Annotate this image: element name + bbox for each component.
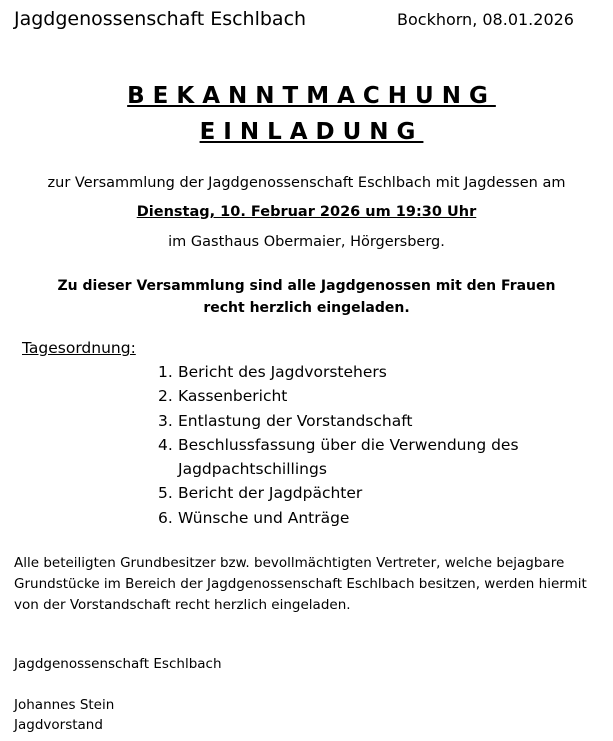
invitation-message-line1: Zu dieser Versammlung sind alle Jagdgenossen mit den Frauen bbox=[57, 278, 556, 294]
agenda-item-number: 4. bbox=[158, 435, 173, 454]
header-organization: Jagdgenossenschaft Eschlbach bbox=[14, 8, 307, 30]
agenda-item-text: Bericht des Jagdvorstehers bbox=[178, 363, 387, 381]
title-bekanntmachung: BEKANNTMACHUNG bbox=[127, 83, 496, 109]
agenda-item-number: 5. bbox=[158, 484, 173, 503]
agenda-item-number: 3. bbox=[158, 411, 173, 430]
agenda-item-text: Kassenbericht bbox=[178, 387, 288, 406]
signature-role: Jagdvorstand bbox=[14, 717, 103, 733]
agenda-item-text: Beschlussfassung über die Verwendung des Jagdpachtschillings bbox=[178, 435, 519, 479]
agenda-item bbox=[158, 384, 538, 408]
agenda-heading: Tagesordnung: bbox=[22, 339, 136, 357]
title-einladung: EINLADUNG bbox=[199, 119, 424, 145]
header-place-date: Bockhorn, 08.01.2026 bbox=[397, 10, 574, 29]
invitation-message-line2: recht herzlich eingeladen. bbox=[203, 300, 410, 316]
signature-name: Johannes Stein bbox=[14, 697, 115, 713]
agenda-item-number: 2. bbox=[158, 387, 173, 406]
agenda-item-text: Wünsche und Anträge bbox=[178, 508, 350, 527]
invitation-datetime: Dienstag, 10. Februar 2026 um 19:30 Uhr bbox=[136, 204, 477, 220]
agenda-item-text: Entlastung der Vorstandschaft bbox=[178, 411, 413, 430]
invitation-message bbox=[0, 275, 613, 319]
signature-organization: Jagdgenossenschaft Eschlbach bbox=[14, 656, 222, 672]
agenda-item bbox=[158, 409, 538, 433]
agenda-item bbox=[158, 506, 538, 530]
agenda-item-number: 6. bbox=[158, 508, 173, 527]
agenda-item-text: Bericht der Jagdpächter bbox=[178, 484, 363, 503]
agenda-item-number: 1. bbox=[158, 363, 173, 381]
agenda-item bbox=[158, 433, 538, 482]
agenda-item bbox=[158, 360, 538, 384]
invitation-intro: zur Versammlung der Jagdgenossenschaft Eschlbach mit Jagdessen am bbox=[47, 175, 566, 191]
agenda-item bbox=[158, 481, 538, 505]
invitation-venue: im Gasthaus Obermaier, Hörgersberg. bbox=[168, 234, 445, 250]
agenda-list bbox=[158, 360, 538, 530]
closing-paragraph: Alle beteiligten Grundbesitzer bzw. bevollmächtigten Vertreter, welche bejagbare Grundstücke im Bereich der Jagdgenossenschaft Eschlbach besitzen, werden hiermit von der Vorstandschaft recht herzlich eingeladen. bbox=[14, 555, 587, 613]
